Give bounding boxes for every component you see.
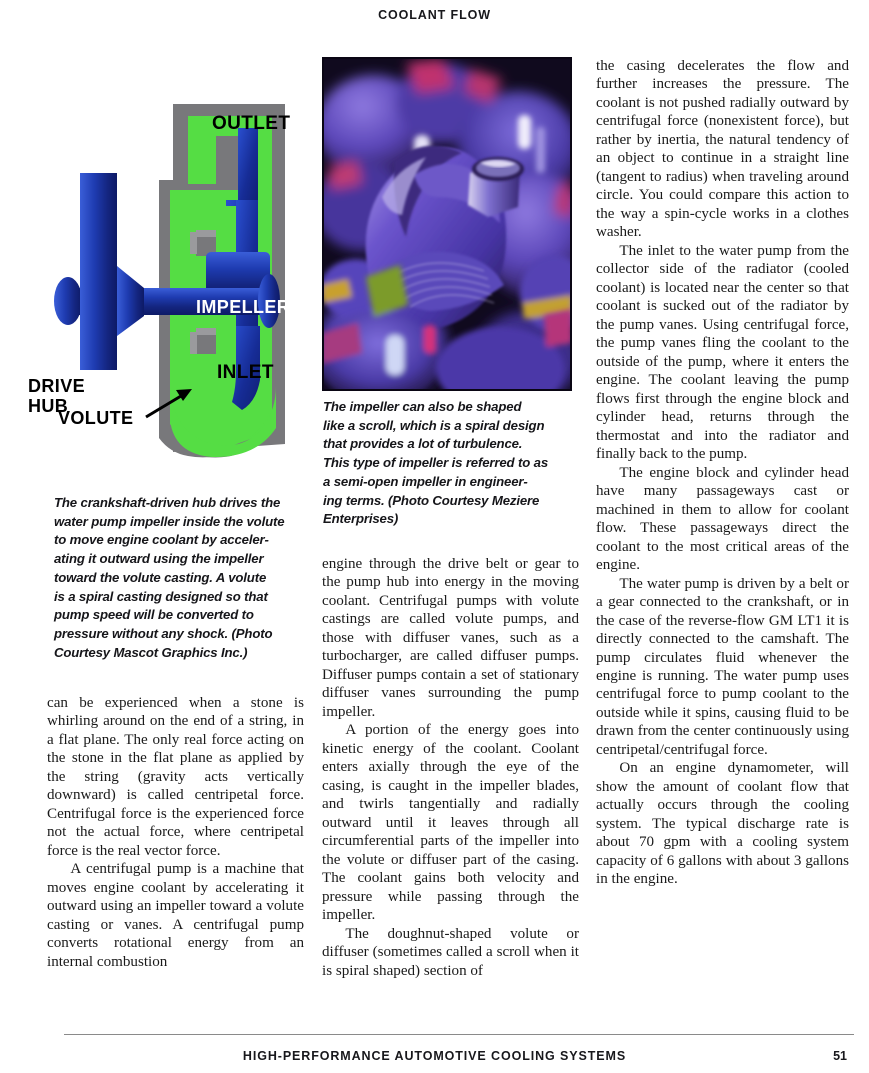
caption-line: The crankshaft-driven hub drives the — [54, 495, 281, 510]
paragraph: A portion of the energy goes into kinetic energy of the coolant. Coolant enters axially through the eye of the casing, is caught in the impeller blades, and twirls tangentially and radially outward until it leaves through all circumferential parts of the impeller into the volute or diffuser part of the casing. The coolant gains both velocity and pressure while passing through the impeller. — [322, 722, 579, 924]
caption-line: to move engine coolant by acceler- — [54, 532, 269, 548]
diagram-label-drive-hub-line2: HUB — [28, 396, 69, 416]
paragraph: can be experienced when a stone is whirling around on the end of a string, in a flat plane. The only real force acting on the stone in the flat plane as applied by the string (gravity acts vertically downward) is called centripetal force. Centrifugal force is the experienced force not the actual force, where centripetal force is the real vector force. — [47, 695, 304, 859]
diagram-label-outlet: OUTLET — [212, 113, 291, 134]
paragraph: The inlet to the water pump from the collector side of the radiator (cooled coolant) is located near the center so that coolant is sucked out of the radiator by the pump vanes. Using centrifugal force, the pump vanes fling the coolant to the outside of the pump, where it enters the engine. The coolant leaving the pump flows first through the engine block and cylinder head, returns through the thermostat and into the radiator and finally back to the pump. — [596, 242, 849, 463]
caption-line: like a scroll, which is a spiral design — [323, 417, 545, 433]
caption-line: toward the volute casting. A volute — [54, 569, 267, 585]
body-column-middle — [322, 555, 579, 980]
caption-line: ing terms. (Photo Courtesy Meziere — [323, 492, 540, 508]
paragraph: The doughnut-shaped volute or diffuser (sometimes called a scroll when it is spiral shaped) section of — [322, 925, 579, 979]
caption-line: Courtesy Mascot Graphics Inc.) — [54, 644, 248, 660]
paragraph: engine through the drive belt or gear to the pump hub into energy in the moving coolant. Centrifugal pumps with volute castings are called volute pumps, and those with diffuser vanes, such as a turbocharger, are called diffuser pumps. Diffuser pumps contain a set of stationary diffuser vanes surrounding the pump impeller. — [322, 556, 579, 720]
caption-line: is a spiral casting designed so that — [54, 588, 268, 604]
paragraph: A centrifugal pump is a machine that moves engine coolant by accelerating it outward using an impeller toward a volute casting or vanes. A centrifugal pump converts rotational energy from an internal combustion — [47, 861, 304, 970]
drive-hub-shape — [80, 173, 144, 370]
diagram-label-drive-hub-line1: DRIVE — [28, 376, 86, 396]
caption-line: a semi-open impeller in engineer- — [323, 473, 528, 489]
paragraph: the casing decelerates the flow and further increases the pressure. The coolant is not pushed radially outward by centrifugal force (nonexistent force), but rather by inertia, the natural tendency of an object to continue in a straight line (tangent to radius) when traveling around circle. You could compare this action to the way a spin-cycle works in a clothes washer. — [596, 58, 849, 241]
caption-line: pump speed will be converted to — [54, 607, 254, 623]
footer-book-title: HIGH-PERFORMANCE AUTOMOTIVE COOLING SYSTEMS — [242, 1049, 627, 1063]
running-head: COOLANT FLOW — [378, 8, 491, 22]
impeller-photo — [322, 57, 572, 391]
paragraph: The engine block and cylinder head have many passageways cast or machined in them to allow for coolant flow. These passageways direct the coolant to the most critical areas of the engine. — [596, 464, 849, 574]
body-column-right — [596, 57, 849, 889]
water-pump-diagram — [20, 80, 320, 460]
caption-line: Enterprises) — [323, 511, 399, 527]
diagram-caption — [54, 494, 312, 663]
caption-line: pressure without any shock. (Photo — [54, 626, 273, 642]
diagram-label-volute: VOLUTE — [58, 408, 134, 428]
diagram-label-inlet: INLET — [217, 362, 274, 383]
paragraph: On an engine dynamometer, will show the amount of coolant flow that actually occurs through the cooling system. The typical discharge rate is about 70 gpm with a cooling system capacity of 6 gallons with about 3 gallons in the engine. — [596, 760, 849, 888]
body-column-left — [47, 694, 304, 971]
diagram-label-impeller: IMPELLER — [196, 297, 291, 317]
caption-line: ating it outward using the impeller — [54, 551, 264, 567]
caption-line: water pump impeller inside the volute — [54, 513, 285, 529]
page-number: 51 — [833, 1049, 847, 1063]
paragraph: The water pump is driven by a belt or a gear connected to the crankshaft, or in the case of the reverse-flow GM LT1 it is directly connected to the camshaft. The pump circulates fluid whenever the engine is running. The water pump uses centrifugal force to pump coolant to the outside while it spins, causing fluid to be drawn from the center continuously using centripetal/centrifugal force. — [596, 575, 849, 758]
caption-line: that provides a lot of turbulence. — [323, 436, 523, 452]
caption-line: This type of impeller is referred to as — [323, 455, 549, 471]
footer-divider — [64, 1034, 854, 1035]
caption-line: The impeller can also be shaped — [323, 399, 522, 414]
photo-caption — [323, 398, 575, 529]
